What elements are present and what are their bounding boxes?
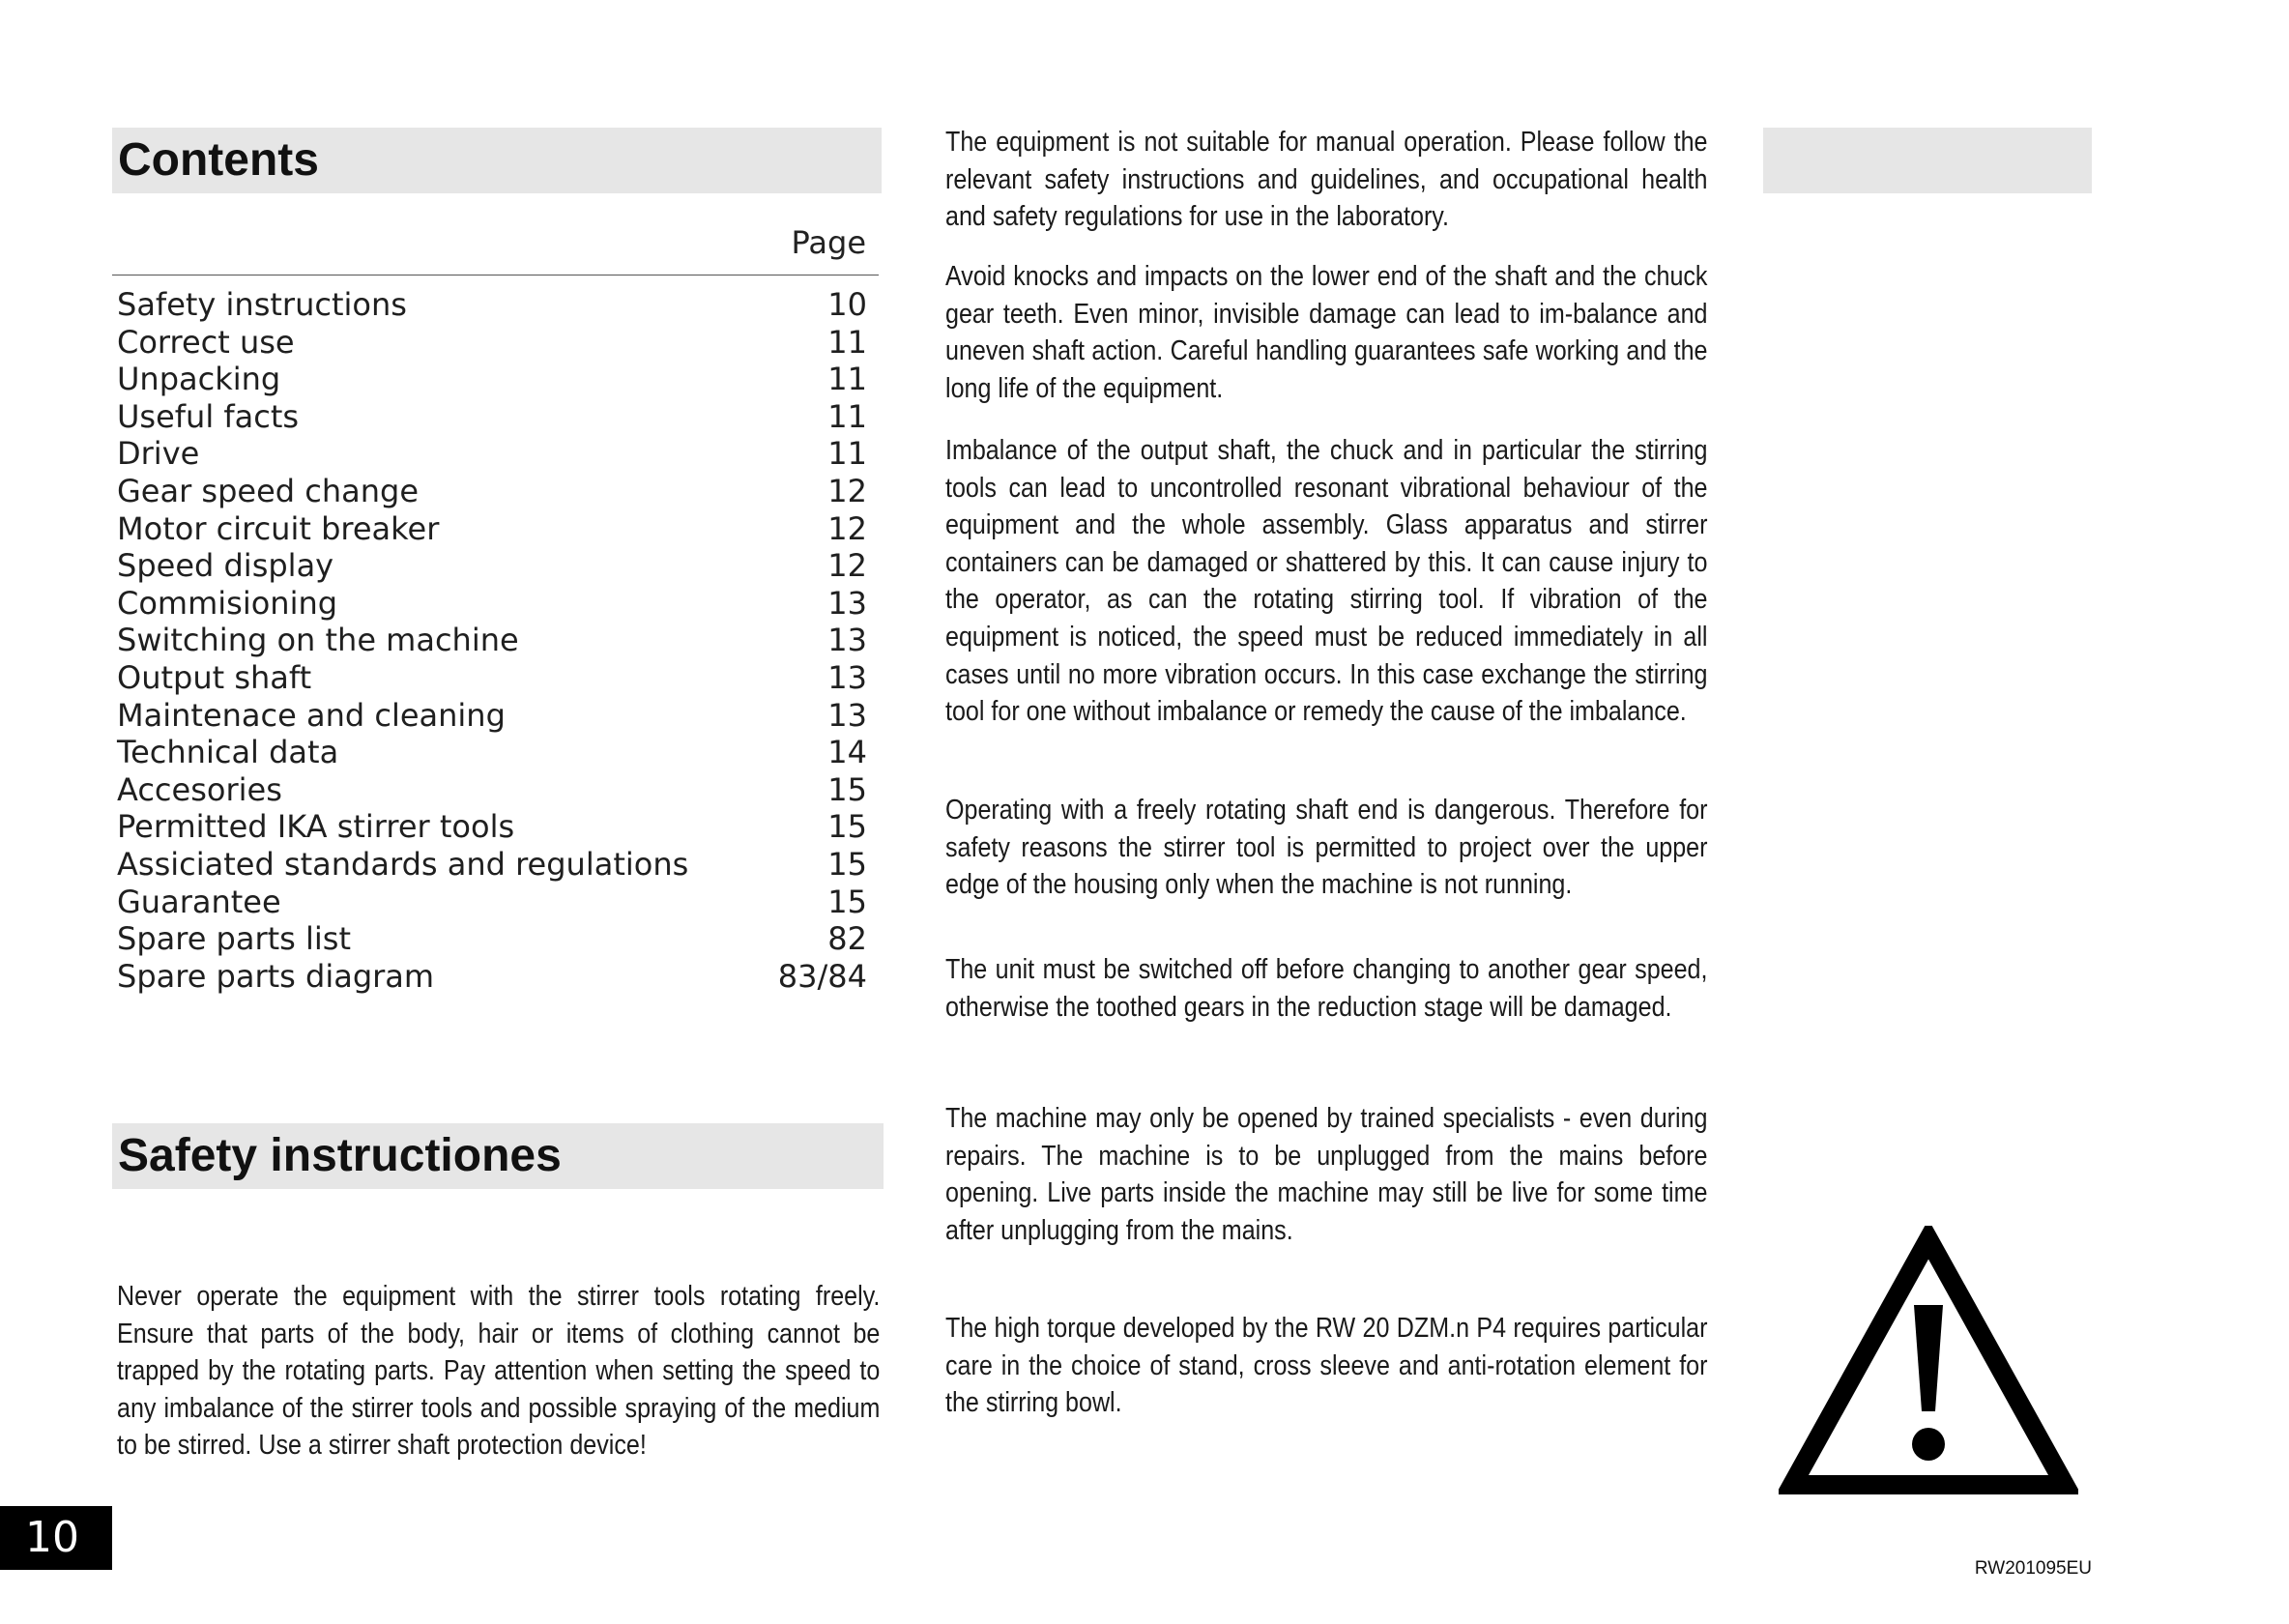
toc-entry-label: Technical data: [117, 734, 339, 771]
safety-paragraph-3: Imbalance of the output shaft, the chuck and in particular the stirring tools can lead to uncontrolled resonant vibrational behaviour of the equipment and the whole assembly. Glass apparatus and stirrer containers can be damaged or shattered by this. It can cause injury to the operator, as can the rotating stirring tool. If vibration of the equipment is noticed, the speed must be reduced immediately in all cases until no more vibration occurs. In this case exchange the stirring tool for one without imbalance or remedy the cause of the imbalance.: [945, 435, 1708, 728]
toc-entry-page: 12: [827, 547, 867, 585]
toc-entry-label: Motor circuit breaker: [117, 509, 440, 547]
page-number: 10: [0, 1506, 112, 1570]
toc-entry: [117, 734, 867, 771]
toc-page-column-header: Page: [791, 224, 866, 261]
toc-entry-page: 15: [827, 845, 867, 883]
toc-entry-page: 12: [827, 509, 867, 547]
toc-entry: [117, 473, 867, 510]
safety-paragraph-5: The unit must be switched off before changing to another gear speed, otherwise the toothed gears in the reduction stage will be damaged.: [945, 954, 1708, 1023]
safety-paragraph-7: The high torque developed by the RW 20 DZM.n P4 requires particular care in the choice of stand, cross sleeve and anti-rotation element for the stirring bowl.: [945, 1313, 1708, 1419]
toc-entry-page: 11: [827, 397, 867, 435]
toc-entry: [117, 846, 867, 884]
toc-entry-label: Maintenace and cleaning: [117, 696, 506, 734]
toc-entry-page: 13: [827, 622, 867, 659]
safety-title: Safety instructiones: [118, 1130, 562, 1181]
toc-entry: [117, 958, 867, 996]
toc-entry-label: Speed display: [117, 547, 334, 585]
toc-entry-label: Commisioning: [117, 584, 338, 622]
toc-entry-page: 15: [827, 770, 867, 808]
toc-entry: [117, 510, 867, 548]
toc-entry: [117, 697, 867, 735]
safety-paragraph-6: The machine may only be opened by trained specialists - even during repairs. The machine is to be unplugged from the mains before opening. Live parts inside the machine may still be live for some time after unplugging from the mains.: [945, 1103, 1708, 1246]
toc-entry-label: Safety instructions: [117, 286, 407, 323]
toc-entry: [117, 659, 867, 697]
toc-entry-page: 12: [827, 472, 867, 509]
toc-entry-label: Switching on the machine: [117, 622, 519, 659]
toc-entry: [117, 808, 867, 846]
toc-entry-page: 10: [827, 286, 867, 323]
toc-entry-label: Unpacking: [117, 361, 281, 398]
table-of-contents: [117, 286, 867, 995]
toc-entry-label: Guarantee: [117, 883, 281, 920]
toc-entry-label: Gear speed change: [117, 472, 420, 509]
toc-entry-label: Spare parts diagram: [117, 957, 435, 995]
toc-entry: [117, 324, 867, 362]
safety-intro-paragraph: Never operate the equipment with the stirrer tools rotating freely. Ensure that parts of the body, hair or items of clothing cannot be trapped by the rotating parts. Pay attention when setting the speed to any imbalance of the stirrer tools and possible spraying of the medium to be stirred. Use a stirrer shaft protection device!: [117, 1281, 881, 1462]
toc-entry-label: Assiciated standards and regulations: [117, 845, 689, 883]
toc-entry-page: 11: [827, 323, 867, 361]
toc-entry: [117, 585, 867, 623]
toc-entry: [117, 884, 867, 921]
toc-entry: [117, 547, 867, 585]
toc-entry-page: 13: [827, 584, 867, 622]
toc-entry-page: 11: [827, 361, 867, 398]
toc-entry-page: 82: [827, 920, 867, 958]
safety-paragraph-1: The equipment is not suitable for manual operation. Please follow the relevant safety instructions and guidelines, and occupational health and safety regulations for use in the laboratory.: [945, 127, 1708, 233]
toc-entry-label: Correct use: [117, 323, 295, 361]
toc-entry-page: 15: [827, 808, 867, 846]
toc-entry: [117, 920, 867, 958]
safety-heading-bar: [112, 1123, 884, 1189]
toc-entry: [117, 286, 867, 324]
toc-entry: [117, 361, 867, 398]
toc-divider: [112, 275, 879, 276]
toc-entry: [117, 398, 867, 436]
toc-entry-page: 83/84: [777, 957, 867, 995]
toc-entry-label: Drive: [117, 435, 200, 473]
toc-entry-label: Accesories: [117, 770, 282, 808]
toc-entry-page: 15: [827, 883, 867, 920]
toc-entry-label: Output shaft: [117, 658, 312, 696]
toc-entry-label: Useful facts: [117, 397, 300, 435]
toc-entry-label: Permitted IKA stirrer tools: [117, 808, 515, 846]
toc-entry-page: 14: [827, 734, 867, 771]
warning-triangle-icon: [1779, 1226, 2078, 1501]
toc-entry-page: 13: [827, 696, 867, 734]
document-code: RW201095EU: [1974, 1558, 2092, 1579]
toc-entry: [117, 622, 867, 659]
safety-paragraph-2: Avoid knocks and impacts on the lower end of the shaft and the chuck gear teeth. Even minor, invisible damage can lead to im-balance and uneven shaft action. Careful handling guarantees safe working and the long life of the equipment.: [945, 261, 1708, 404]
toc-entry: [117, 435, 867, 473]
toc-entry-label: Spare parts list: [117, 920, 352, 958]
right-heading-bar: [1763, 128, 2092, 193]
contents-heading-bar: [112, 128, 882, 193]
toc-entry-page: 13: [827, 658, 867, 696]
toc-entry: [117, 771, 867, 809]
contents-title: Contents: [118, 134, 319, 186]
safety-paragraph-4: Operating with a freely rotating shaft end is dangerous. Therefore for safety reasons the stirrer tool is permitted to project over the upper edge of the housing only when the machine is not running.: [945, 795, 1708, 901]
toc-entry-page: 11: [827, 435, 867, 473]
